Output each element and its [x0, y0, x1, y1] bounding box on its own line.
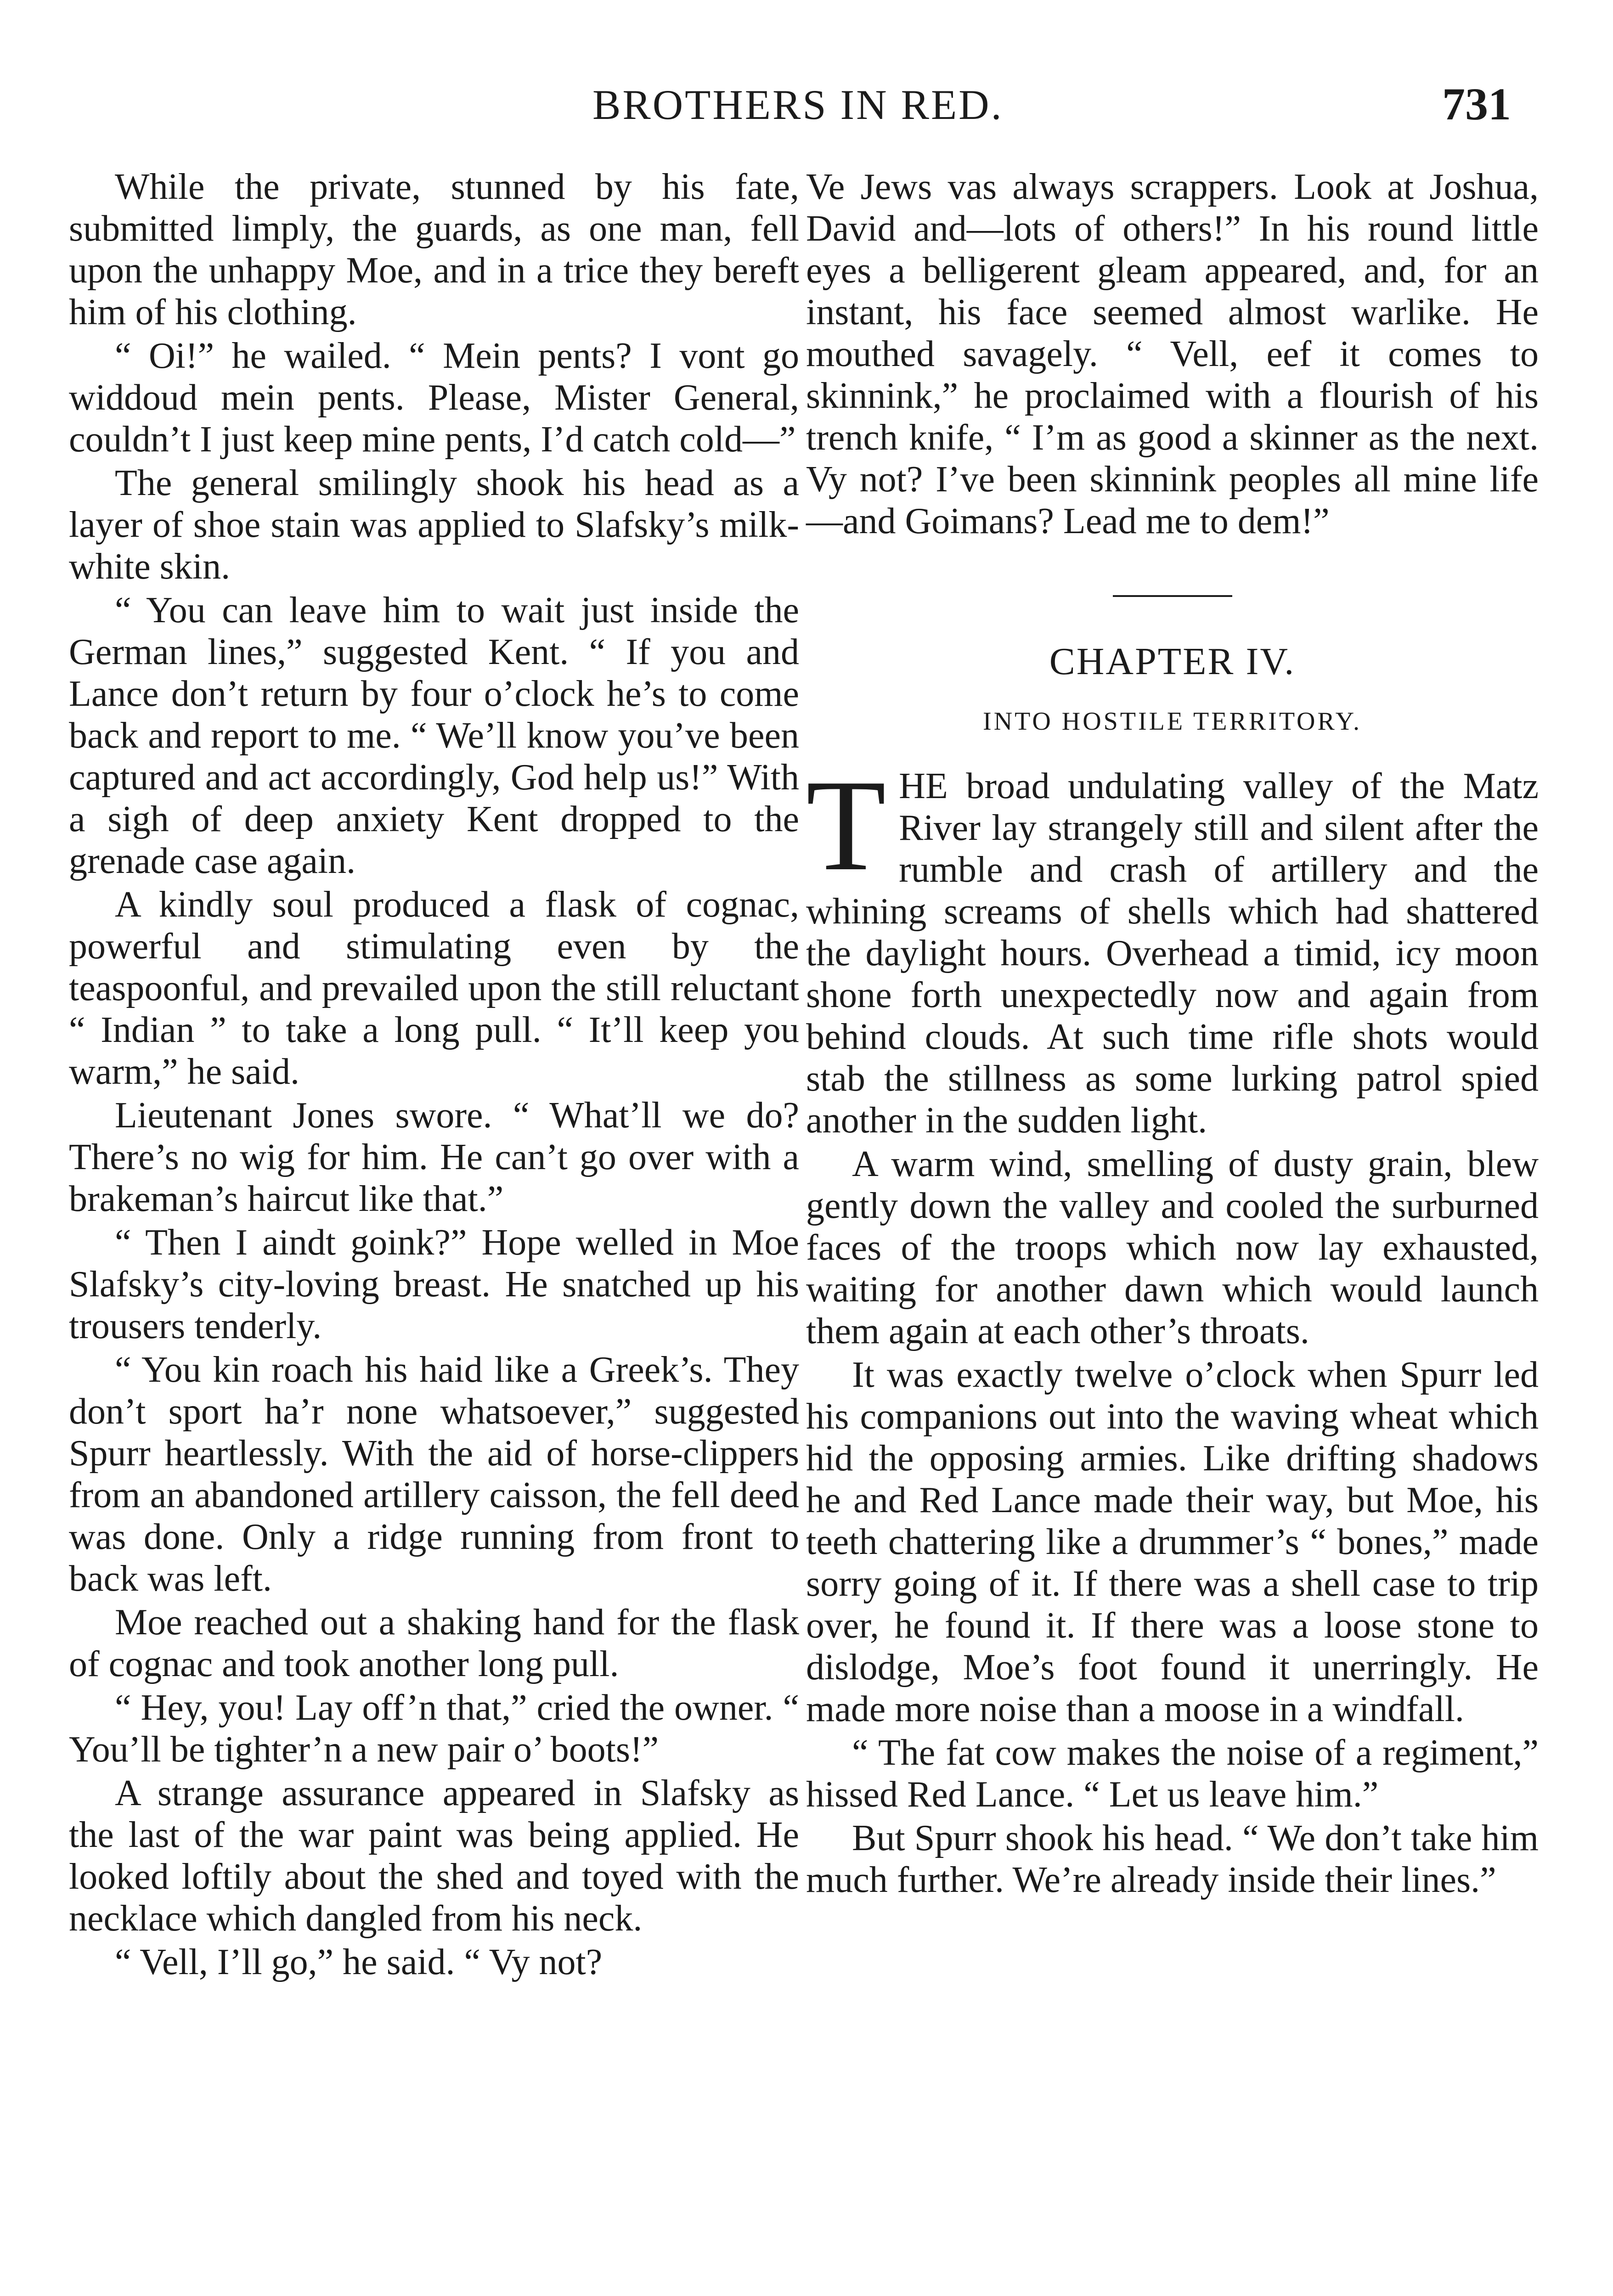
paragraph: The general smilingly shook his head as a layer of shoe stain was applied to Slafsky’s milk-white skin. — [69, 463, 799, 587]
continuation-paragraph: Ve Jews vas always scrappers. Look at Joshua, David and—lots of others!” In his round little eyes a belligerent gleam appeared, and, for an instant, his face seemed almost warlike. He mouthed savagely. “ Vell, eef it comes to skinnink,” he proclaimed with a flourish of his trench knife, “ I’m as good a skinner as the next. Vy not? I’ve been skinnink peoples all mine life —and Goimans? Lead me to dem!” — [806, 167, 1539, 541]
running-title: BROTHERS IN RED. — [592, 81, 1004, 128]
page-number: 731 — [1442, 79, 1511, 129]
paragraph: Moe reached out a shaking hand for the flask of cognac and took another long pull. — [69, 1602, 799, 1684]
paragraph: It was exactly twelve o’clock when Spurr led his companions out into the waving wheat which hid the opposing armies. Like drifting shadows he and Red Lance made their way, but Moe, his teeth chattering like a drummer’s “ bones,” made sorry going of it. If there was a shell case to trip over, he found it. If there was a loose stone to dislodge, Moe’s foot found it unerringly. He made more noise than a moose in a windfall. — [806, 1355, 1539, 1729]
paragraph: A strange assurance appeared in Slafsky as the last of the war paint was being applied. He looked loftily about the shed and toyed with the necklace which dangled from his neck. — [69, 1773, 799, 1939]
paragraph: “ You can leave him to wait just inside the German lines,” suggested Kent. “ If you and Lance don’t return by four o’clock he’s to come back and report to me. “ We’ll know you’ve been captured and act accordingly, God help us!” With a sigh of deep anxiety Kent dropped to the grenade case again. — [69, 590, 799, 881]
paragraph: A kindly soul produced a flask of cognac, powerful and stimulating even by the teaspoonful, and prevailed upon the still reluctant “ Indian ” to take a long pull. “ It’ll keep you warm,” he said. — [69, 884, 799, 1092]
paragraph: “ Oi!” he wailed. “ Mein pents? I vont go widdoud mein pents. Please, Mister General, couldn’t I just keep mine pents, I’d catch cold—” — [69, 336, 799, 460]
chapter-subtitle: INTO HOSTILE TERRITORY. — [983, 707, 1362, 736]
paragraph: But Spurr shook his head. “ We don’t take him much further. We’re already inside their lines.” — [806, 1818, 1539, 1900]
chapter-title: CHAPTER IV. — [1049, 640, 1296, 683]
opening-text: HE broad undulating valley of the Matz River lay strangely still and silent after the rumble and crash of artillery and the whining screams of shells which had shattered the daylight hours. Overhead a timid, icy moon shone forth unexpectedly now and again from behind clouds. At such time rifle shots would stab the stillness as some lurking patrol spied another in the sudden light. — [806, 766, 1539, 1141]
paragraph: “ The fat cow makes the noise of a regiment,” hissed Red Lance. “ Let us leave him.” — [806, 1733, 1539, 1815]
paragraph: “ Vell, I’ll go,” he said. “ Vy not? — [115, 1942, 603, 1982]
paragraph: “ Hey, you! Lay off’n that,” cried the owner. “ You’ll be tighter’n a new pair o’ boots!” — [69, 1688, 799, 1770]
chapter-opening-paragraph — [806, 753, 1539, 1142]
paragraph: Lieutenant Jones swore. “ What’ll we do? There’s no wig for him. He can’t go over with a brakeman’s haircut like that.” — [69, 1095, 799, 1219]
drop-cap: T — [806, 753, 886, 898]
left-column — [69, 166, 799, 1985]
paragraph: “ You kin roach his haid like a Greek’s. They don’t sport ha’r none whatsoever,” suggested Spurr heartlessly. With the aid of horse-clippers from an abandoned artillery caisson, the fell deed was done. Only a ridge running from front to back was left. — [69, 1350, 799, 1599]
right-column — [806, 166, 1539, 1903]
page-header — [0, 80, 1613, 140]
paragraph: While the private, stunned by his fate, submitted limply, the guards, as one man, fell upon the unhappy Moe, and in a trice they bereft him of his clothing. — [69, 167, 799, 332]
paragraph: A warm wind, smelling of dusty grain, blew gently down the valley and cooled the surburned faces of the troops which now lay exhausted, waiting for another dawn which would launch them again at each other’s throats. — [806, 1144, 1539, 1351]
section-divider — [1113, 595, 1232, 597]
paragraph: “ Then I aindt goink?” Hope welled in Moe Slafsky’s city-loving breast. He snatched up his trousers tenderly. — [69, 1222, 799, 1346]
